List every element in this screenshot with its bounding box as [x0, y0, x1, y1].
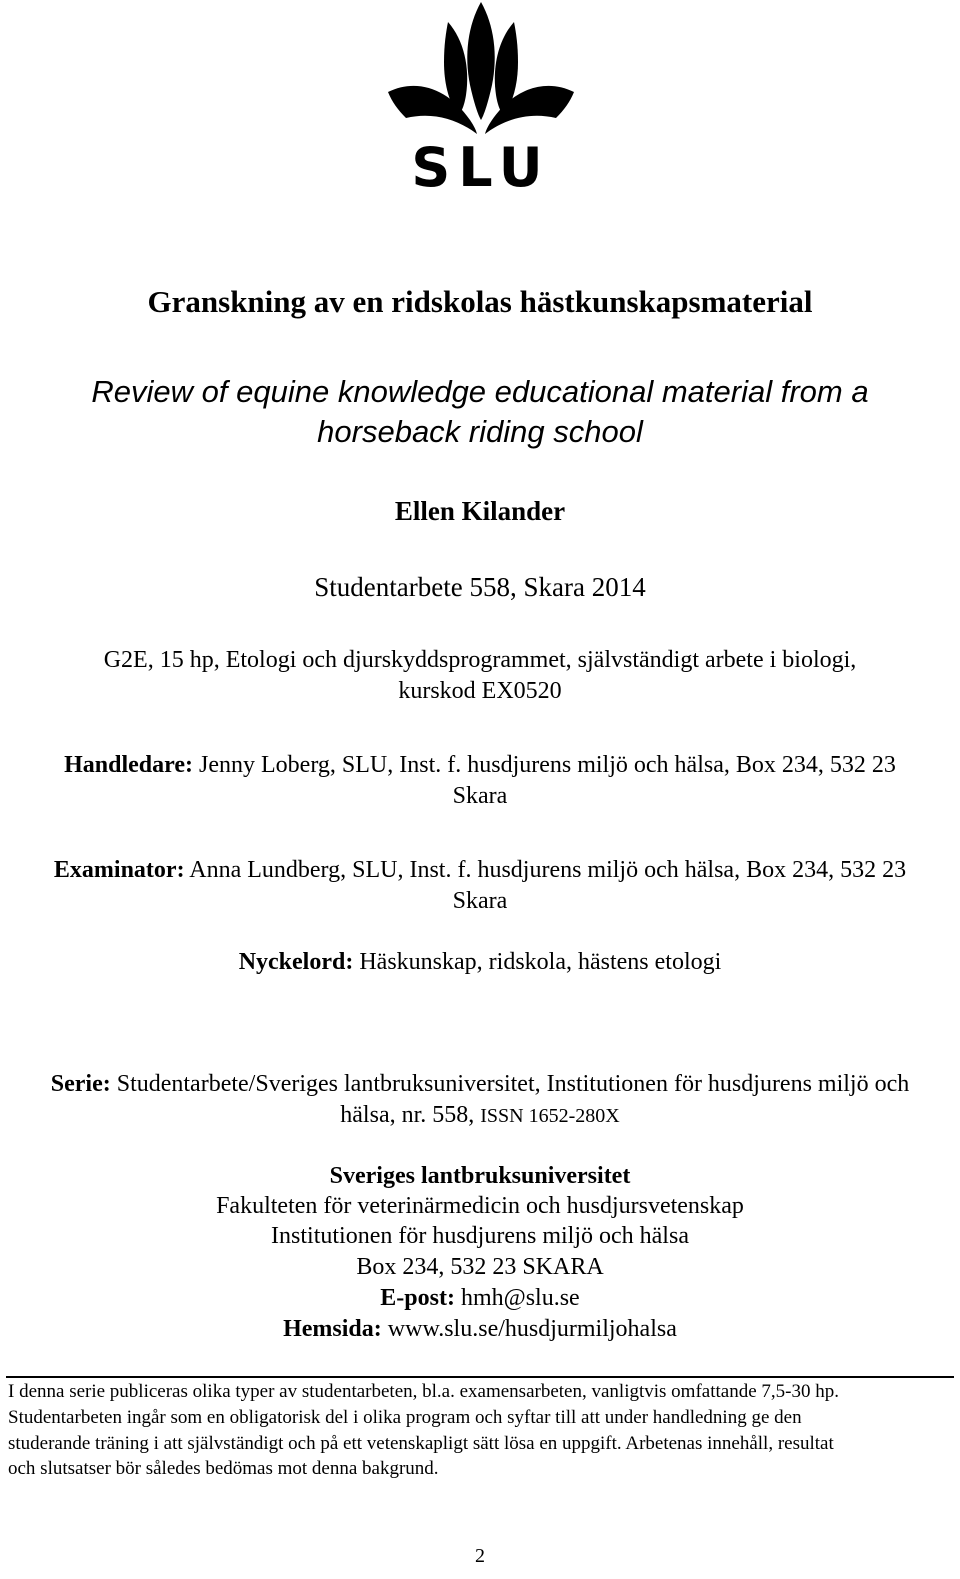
author: Ellen Kilander [394, 496, 566, 526]
slu-logo [386, 0, 576, 195]
footnote [8, 1379, 954, 1482]
address: Box 234, 532 23 SKARA [356, 1254, 604, 1280]
footnote-line-2: Studentarbeten ingår som en obligatorisk del i olika program och syftar till att under handledning ge den [8, 1406, 802, 1428]
keywords-value: Häskunskap, ridskola, hästens etologi [359, 949, 722, 975]
examiner-line-2: Skara [452, 888, 508, 914]
email-line [0, 1285, 960, 1312]
email-label: E-post: [380, 1285, 455, 1311]
footnote-line-4: och slutsatser bör således bedömas mot denna bakgrund. [8, 1458, 439, 1480]
thesis-title: Granskning av en ridskolas hästkunskapsmaterial [147, 284, 813, 319]
email-address: hmh@slu.se [460, 1285, 580, 1311]
page-number: 2 [475, 1545, 485, 1567]
supervisor-line [0, 752, 960, 779]
serie-line [0, 1071, 960, 1098]
english-title-line-2: horseback riding school [317, 414, 643, 449]
english-title-line-1: Review of equine knowledge educational material from a [91, 374, 869, 409]
footnote-line-3: studerande träning i att självständigt och på ett vetenskapligt sätt lösa en uppgift. Arbetenas innehåll, resultat [8, 1432, 834, 1454]
website-label: Hemsida: [283, 1316, 382, 1342]
supervisor-label: Handledare: [64, 752, 194, 778]
footnote-divider [6, 1376, 954, 1378]
faculty: Fakulteten för veterinärmedicin och husdjursvetenskap [216, 1193, 744, 1219]
examiner-line [0, 857, 960, 884]
supervisor-value: Jenny Loberg, SLU, Inst. f. husdjurens miljö och hälsa, Box 234, 532 23 [199, 752, 896, 778]
serie-value-line-2: hälsa, nr. 558, [340, 1102, 475, 1128]
footnote-line-1: I denna serie publiceras olika typer av studentarbeten, bl.a. examensarbeten, vanligtvis omfattande 7,5-30 hp. [8, 1381, 839, 1402]
examiner-value: Anna Lundberg, SLU, Inst. f. husdjurens miljö och hälsa, Box 234, 532 23 [189, 857, 907, 883]
examiner-label: Examinator: [53, 857, 185, 883]
serie-value: Studentarbete/Sveriges lantbruksuniversitet, Institutionen för husdjurens miljö och [116, 1071, 910, 1097]
institution-name: Sveriges lantbruksuniversitet [329, 1163, 631, 1189]
serie-line-2 [0, 1102, 960, 1129]
course-line-1: G2E, 15 hp, Etologi och djurskyddsprogrammet, självständigt arbete i biologi, [103, 647, 857, 673]
issn: ISSN 1652-280X [480, 1105, 620, 1127]
website-url: www.slu.se/husdjurmiljohalsa [387, 1316, 677, 1342]
course-line-2: kurskod EX0520 [398, 678, 562, 704]
keywords-label: Nyckelord: [238, 949, 354, 975]
website-line [0, 1316, 960, 1343]
keywords-line [0, 949, 960, 976]
slu-logo-text: SLU [411, 136, 551, 195]
department: Institutionen för husdjurens miljö och hälsa [271, 1223, 689, 1249]
supervisor-line-2: Skara [452, 783, 508, 809]
serie-label: Serie: [50, 1071, 111, 1097]
series-number-line: Studentarbete 558, Skara 2014 [314, 572, 646, 602]
